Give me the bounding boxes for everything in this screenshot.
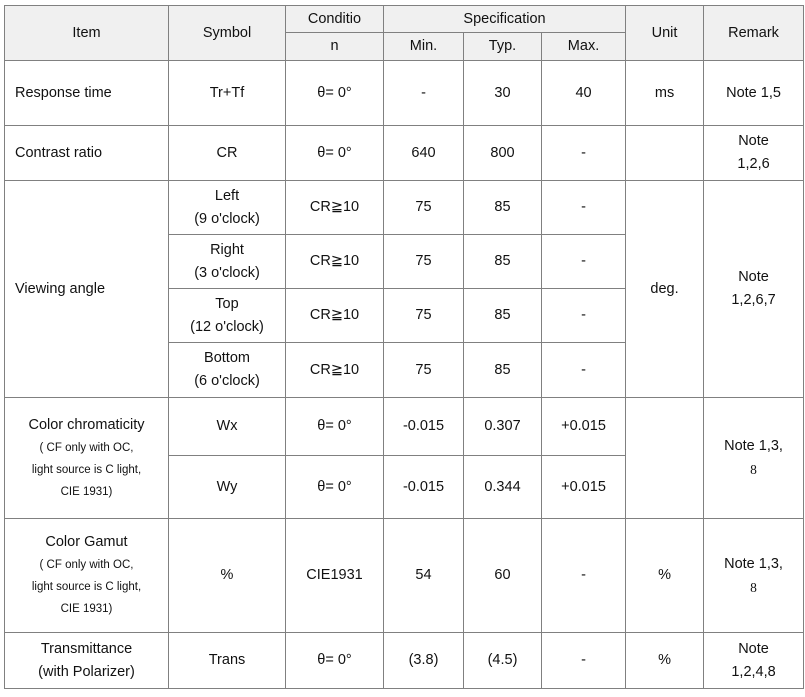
response-remark: Note 1,5 bbox=[704, 61, 804, 126]
chromaticity-remark-line2: 8 bbox=[750, 462, 757, 477]
viewing-top-max: - bbox=[542, 289, 626, 343]
optical-spec-table bbox=[4, 5, 804, 689]
chromaticity-wy-typ: 0.344 bbox=[464, 456, 542, 519]
viewing-left-symbol-line1: Left bbox=[214, 187, 240, 204]
viewing-top-symbol bbox=[169, 289, 286, 343]
viewing-left-condition: CR≧10 bbox=[286, 181, 384, 235]
header-min: Min. bbox=[384, 33, 464, 61]
header-unit: Unit bbox=[626, 6, 704, 61]
trans-remark-line2: 1,2,4,8 bbox=[731, 663, 776, 680]
trans-condition: θ= 0° bbox=[286, 633, 384, 689]
gamut-remark-line1: Note 1,3, bbox=[724, 555, 783, 572]
viewing-left-symbol-line2: (9 o'clock) bbox=[194, 210, 260, 227]
gamut-remark bbox=[704, 519, 804, 633]
trans-typ: (4.5) bbox=[464, 633, 542, 689]
viewing-right-symbol-line2: (3 o'clock) bbox=[194, 264, 260, 281]
header-condition-line2: n bbox=[286, 33, 384, 61]
chromaticity-item bbox=[5, 398, 169, 519]
viewing-bottom-condition: CR≧10 bbox=[286, 343, 384, 398]
viewing-remark-line2: 1,2,6,7 bbox=[731, 292, 776, 308]
chromaticity-wy-symbol: Wy bbox=[169, 456, 286, 519]
response-item: Response time bbox=[5, 61, 169, 126]
viewing-remark bbox=[704, 181, 804, 398]
viewing-left-typ: 85 bbox=[464, 181, 542, 235]
chromaticity-remark-line1: Note 1,3, bbox=[724, 438, 783, 454]
chromaticity-remark bbox=[704, 398, 804, 519]
chromaticity-wx-min: -0.015 bbox=[384, 398, 464, 456]
viewing-right-max: - bbox=[542, 235, 626, 289]
row-viewing-left bbox=[5, 181, 804, 235]
row-contrast-ratio bbox=[5, 126, 804, 181]
gamut-symbol: % bbox=[169, 519, 286, 633]
viewing-bottom-symbol-line1: Bottom bbox=[204, 350, 250, 366]
gamut-typ: 60 bbox=[464, 519, 542, 633]
contrast-remark bbox=[704, 126, 804, 181]
chromaticity-wx-max: +0.015 bbox=[542, 398, 626, 456]
trans-item-line2: (with Polarizer) bbox=[38, 663, 135, 680]
trans-max: - bbox=[542, 633, 626, 689]
contrast-symbol: CR bbox=[169, 126, 286, 181]
viewing-left-max: - bbox=[542, 181, 626, 235]
chromaticity-wx-symbol: Wx bbox=[169, 398, 286, 456]
chromaticity-item-line1: Color chromaticity bbox=[28, 416, 145, 433]
contrast-condition: θ= 0° bbox=[286, 126, 384, 181]
header-item: Item bbox=[5, 6, 169, 61]
contrast-unit bbox=[626, 126, 704, 181]
chromaticity-wx-typ: 0.307 bbox=[464, 398, 542, 456]
viewing-right-typ: 85 bbox=[464, 235, 542, 289]
response-min: - bbox=[384, 61, 464, 126]
response-condition: θ= 0° bbox=[286, 61, 384, 126]
chromaticity-wy-min: -0.015 bbox=[384, 456, 464, 519]
gamut-unit: % bbox=[626, 519, 704, 633]
chromaticity-item-line4: CIE 1931) bbox=[60, 485, 113, 498]
chromaticity-wy-max: +0.015 bbox=[542, 456, 626, 519]
chromaticity-item-line2: ( CF only with OC, bbox=[39, 441, 134, 454]
contrast-remark-line2: 1,2,6 bbox=[737, 156, 770, 172]
row-transmittance bbox=[5, 633, 804, 689]
viewing-item: Viewing angle bbox=[5, 181, 169, 398]
gamut-remark-line2: 8 bbox=[750, 579, 757, 595]
viewing-top-typ: 85 bbox=[464, 289, 542, 343]
gamut-item-line4: CIE 1931) bbox=[60, 603, 113, 615]
gamut-item-line2: ( CF only with OC, bbox=[39, 559, 134, 571]
trans-min: (3.8) bbox=[384, 633, 464, 689]
chromaticity-wx-condition: θ= 0° bbox=[286, 398, 384, 456]
trans-symbol: Trans bbox=[169, 633, 286, 689]
viewing-bottom-min: 75 bbox=[384, 343, 464, 398]
viewing-left-min: 75 bbox=[384, 181, 464, 235]
gamut-max: - bbox=[542, 519, 626, 633]
response-unit: ms bbox=[626, 61, 704, 126]
viewing-left-symbol bbox=[169, 181, 286, 235]
viewing-bottom-symbol-line2: (6 o'clock) bbox=[194, 373, 260, 389]
viewing-bottom-typ: 85 bbox=[464, 343, 542, 398]
viewing-unit: deg. bbox=[626, 181, 704, 398]
trans-remark-line1: Note bbox=[738, 640, 769, 657]
contrast-item: Contrast ratio bbox=[5, 126, 169, 181]
trans-unit: % bbox=[626, 633, 704, 689]
trans-item bbox=[5, 633, 169, 689]
gamut-min: 54 bbox=[384, 519, 464, 633]
header-condition-line1: Conditio bbox=[286, 6, 384, 33]
row-chromaticity-wx bbox=[5, 398, 804, 456]
viewing-top-symbol-line1: Top bbox=[215, 295, 239, 312]
contrast-max: - bbox=[542, 126, 626, 181]
contrast-min: 640 bbox=[384, 126, 464, 181]
gamut-condition: CIE1931 bbox=[286, 519, 384, 633]
header-typ: Typ. bbox=[464, 33, 542, 61]
header-symbol: Symbol bbox=[169, 6, 286, 61]
viewing-top-symbol-line2: (12 o'clock) bbox=[190, 318, 264, 335]
row-color-gamut bbox=[5, 519, 804, 633]
viewing-right-symbol-line1: Right bbox=[210, 241, 244, 258]
viewing-top-condition: CR≧10 bbox=[286, 289, 384, 343]
trans-remark bbox=[704, 633, 804, 689]
response-typ: 30 bbox=[464, 61, 542, 126]
chromaticity-item-line3: light source is C light, bbox=[31, 463, 142, 476]
viewing-right-symbol bbox=[169, 235, 286, 289]
gamut-item-line3: light source is C light, bbox=[31, 581, 142, 593]
contrast-typ: 800 bbox=[464, 126, 542, 181]
response-max: 40 bbox=[542, 61, 626, 126]
header-specification: Specification bbox=[384, 6, 626, 33]
header-row bbox=[5, 6, 804, 33]
gamut-item bbox=[5, 519, 169, 633]
viewing-bottom-symbol bbox=[169, 343, 286, 398]
viewing-right-condition: CR≧10 bbox=[286, 235, 384, 289]
chromaticity-unit bbox=[626, 398, 704, 519]
gamut-item-line1: Color Gamut bbox=[45, 534, 128, 550]
trans-item-line1: Transmittance bbox=[40, 640, 133, 657]
viewing-top-min: 75 bbox=[384, 289, 464, 343]
response-symbol: Tr+Tf bbox=[169, 61, 286, 126]
header-remark: Remark bbox=[704, 6, 804, 61]
chromaticity-wy-condition: θ= 0° bbox=[286, 456, 384, 519]
viewing-right-min: 75 bbox=[384, 235, 464, 289]
header-max: Max. bbox=[542, 33, 626, 61]
contrast-remark-line1: Note bbox=[738, 133, 769, 149]
viewing-remark-line1: Note bbox=[738, 269, 769, 285]
row-response-time bbox=[5, 61, 804, 126]
viewing-bottom-max: - bbox=[542, 343, 626, 398]
